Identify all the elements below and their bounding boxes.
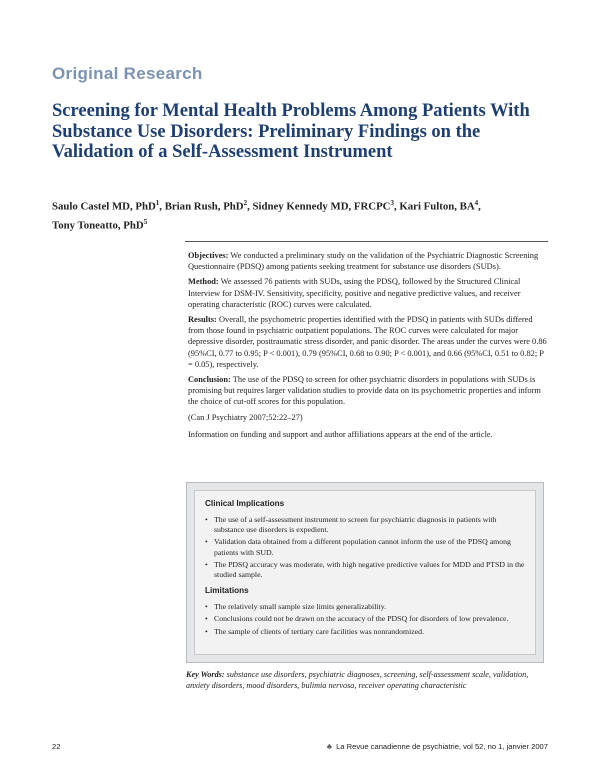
- affiliation-note: Information on funding and support and author affiliations appears at the end of the article.: [188, 429, 493, 439]
- conclusion-label: Conclusion:: [188, 375, 231, 385]
- bullet-icon: •: [205, 559, 208, 569]
- results-label: Results:: [188, 315, 217, 325]
- abstract-method: [188, 276, 548, 310]
- page-number: 22: [52, 742, 61, 751]
- bullet-icon: •: [205, 626, 208, 636]
- bullet-icon: •: [205, 537, 208, 547]
- list-item: [205, 515, 525, 535]
- author-separator: ,: [247, 200, 253, 213]
- method-label: Method:: [188, 277, 219, 287]
- limitations-heading: Limitations: [205, 586, 249, 596]
- author-separator: ,: [478, 200, 481, 213]
- list-item-text: Conclusions could not be drawn on the accuracy of the PDSQ for disorders of low prevalence.: [214, 614, 509, 624]
- author-affiliation: 3: [390, 199, 394, 207]
- list-item-text: The relatively small sample size limits generalizability.: [214, 602, 387, 612]
- list-item: [205, 627, 525, 637]
- article-title: Screening for Mental Health Problems Among Patients With Substance Use Disorders: Preliminary Findings on the Validation of a Self-Assessment Instrument: [52, 101, 530, 162]
- author: Tony Toneatto, PhD: [52, 219, 144, 232]
- bullet-icon: •: [205, 614, 208, 624]
- clinical-implications-list: [205, 515, 525, 580]
- author-separator: ,: [393, 200, 400, 213]
- list-item: [205, 614, 525, 624]
- list-item: [205, 560, 525, 580]
- author-separator: ,: [159, 200, 165, 213]
- citation: (Can J Psychiatry 2007;52:22–27): [188, 412, 303, 422]
- key-words: [186, 670, 548, 691]
- author: Kari Fulton, BA: [399, 200, 475, 213]
- abstract-objectives: [188, 250, 548, 272]
- key-words-text: substance use disorders, psychiatric diagnoses, screening, self-assessment scale, validation, anxiety disorders, mood disorders, bulimia nervosa, receiver operating characteristic: [186, 670, 529, 690]
- abstract: [188, 250, 548, 444]
- author: Saulo Castel MD, PhD: [52, 200, 156, 213]
- author-list: [52, 196, 552, 233]
- results-text: Overall, the psychometric properties identified with the PDSQ in patients with SUDs differed from those found in psychiatric outpatient populations. The ROC curves were calculated for major depressive disorder, posttraumatic stress disorder, and panic disorder. The areas under the curves were 0.86 (95%CI, 0.77 to 0.95; P < 0.001), 0.79 (95%CI, 0.68 to 0.90; P < 0.001), and 0.66 (95%CI, 0.51 to 0.82; P = 0.05), respectively.: [188, 315, 547, 369]
- clinical-implications-box: [186, 482, 544, 663]
- objectives-label: Objectives:: [188, 251, 229, 260]
- list-item-text: Validation data obtained from a different population cannot inform the use of the PDSQ among patients with SUD.: [214, 537, 511, 557]
- section-label: Original Research: [52, 64, 203, 83]
- key-words-label: Key Words:: [186, 670, 225, 679]
- author: Brian Rush, PhD: [164, 200, 244, 213]
- conclusion-text: The use of the PDSQ to screen for other psychiatric disorders in populations with SUDs is promising but requires larger validation studies to provide data on its psychometric properties and inform the choice of cut-off scores for this population.: [188, 375, 541, 407]
- limitations-list: [205, 602, 525, 637]
- bullet-icon: •: [205, 515, 208, 524]
- abstract-results: [188, 314, 548, 370]
- journal-reference: [327, 742, 548, 751]
- maple-leaf-icon: ♣: [326, 742, 332, 751]
- author-affiliation: 4: [474, 199, 479, 207]
- abstract-divider: [185, 241, 548, 242]
- abstract-conclusion: [188, 374, 548, 408]
- clinical-implications-heading: Clinical Implications: [205, 499, 285, 508]
- method-text: We assessed 76 patients with SUDs, using the PDSQ, followed by the Structured Clinical Interview for DSM-IV. Sensitivity, specificity, positive and negative predictive values, and receiver operating characteristic (ROC) curves were calculated.: [188, 277, 521, 309]
- list-item-text: The PDSQ accuracy was moderate, with high negative predictive values for MDD and PTSD in the studied sample.: [214, 559, 525, 580]
- bullet-icon: •: [205, 602, 208, 612]
- clinical-implications-panel: [194, 490, 536, 655]
- list-item-text: The sample of clients of tertiary care facilities was nonrandomized.: [214, 626, 424, 636]
- list-item: [205, 537, 525, 557]
- list-item-text: The use of a self-assessment instrument to screen for psychiatric diagnosis in patients with substance use disorders is expedient.: [214, 515, 497, 535]
- author: Sidney Kennedy MD, FRCPC: [252, 200, 391, 213]
- objectives-text: We conducted a preliminary study on the validation of the Psychiatric Diagnostic Screening Questionnaire (PDSQ) among patients seeking treatment for substance use disorders (SUDs).: [188, 251, 539, 272]
- author-affiliation: 1: [155, 199, 160, 207]
- journal-name: La Revue canadienne de psychiatrie, vol 52, no 1, janvier 2007: [336, 742, 548, 751]
- author-affiliation: 2: [243, 199, 248, 207]
- list-item: [205, 602, 525, 612]
- author-affiliation: 5: [143, 217, 148, 226]
